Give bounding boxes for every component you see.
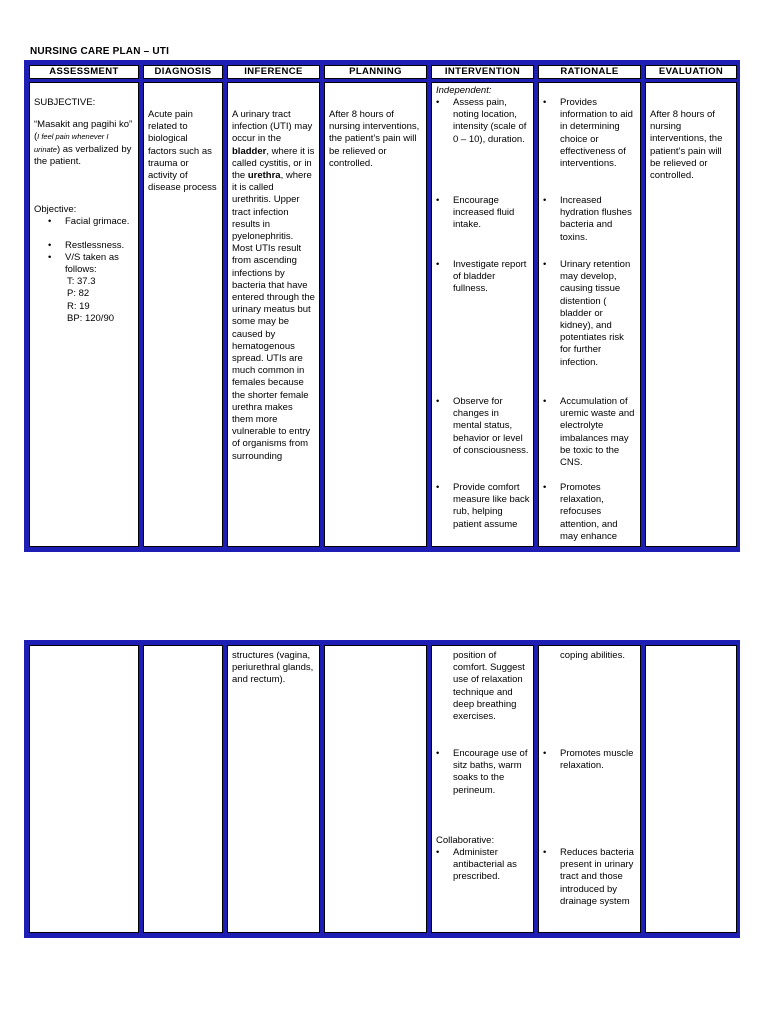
inference-text: A urinary tract infection (UTI) may occur in the bladder, where it is called cystitis, or in the urethra, where it is called urethritis. Upper tract infection results in pyelonephritis. Most UTIs result from ascending infections by bacteria that have entered through the urinary meatus but some may be caused by hematogenous spread. UTIs are much common in females because the shorter female urethra makes them more vulnerable to entry of organisms from surrounding: [232, 109, 315, 462]
intervention-item: • Administer antibacterial as prescribed.: [436, 847, 517, 883]
objective-item: • Facial grimace.: [48, 216, 130, 228]
header-intervention: INTERVENTION: [431, 65, 534, 79]
assessment-cell: [29, 82, 139, 547]
intervention-item: • Provide comfort measure like back rub, helping patient assume: [436, 482, 530, 530]
content-row-continued: [27, 645, 737, 933]
objective-label: Objective:: [34, 204, 77, 216]
intervention-item: • Observe for changes in mental status, behavior or level of consciousness.: [436, 396, 529, 456]
intervention-item: • Investigate report of bladder fullness.: [436, 259, 527, 295]
header-row: [27, 65, 737, 79]
rationale-item: • Accumulation of uremic waste and electrolyte imbalances may be toxic to the CNS.: [543, 396, 635, 469]
assessment-cell-continued: [29, 645, 139, 933]
planning-text: After 8 hours of nursing interventions, the patient’s pain will be relieved or controlled.: [329, 109, 420, 169]
inference-text-continued: structures (vagina, periurethral glands, and rectum).: [232, 650, 314, 686]
intervention-item: • Assess pain, noting location, intensity (scale of 0 – 10), duration.: [436, 97, 527, 145]
care-plan-table-part-2: [24, 640, 740, 938]
objective-item: • V/S taken as follows:: [48, 252, 119, 276]
subjective-label: SUBJECTIVE:: [34, 97, 96, 108]
collaborative-label: Collaborative:: [436, 835, 495, 846]
rationale-item: • Provides information to aid in determining choice or effectiveness of interventions.: [543, 97, 633, 170]
intervention-cell-continued: [431, 645, 534, 933]
rationale-item: • Increased hydration flushes bacteria and toxins.: [543, 195, 632, 243]
intervention-cell: [431, 82, 534, 547]
evaluation-text: After 8 hours of nursing interventions, the patient’s pain will be relieved or controlled.: [650, 109, 723, 182]
urethra-term: urethra: [247, 170, 281, 182]
rationale-cell: [538, 82, 641, 547]
rationale-item: • Promotes relaxation, refocuses attention, and may enhance: [543, 482, 618, 542]
content-row: [27, 82, 737, 547]
diagnosis-cell-continued: [143, 645, 223, 933]
independent-label: Independent:: [436, 85, 492, 96]
document-title: NURSING CARE PLAN – UTI: [30, 46, 170, 57]
planning-cell-continued: [324, 645, 427, 933]
inference-cell-continued: [227, 645, 320, 933]
planning-cell: [324, 82, 427, 547]
rationale-cell-continued: [538, 645, 641, 933]
intervention-item: • Encourage increased fluid intake.: [436, 195, 515, 231]
rationale-item: • Reduces bacteria present in urinary tract and those introduced by drainage system: [543, 847, 634, 907]
header-diagnosis: DIAGNOSIS: [143, 65, 223, 79]
evaluation-cell-continued: [645, 645, 737, 933]
header-inference: INFERENCE: [227, 65, 320, 79]
header-evaluation: EVALUATION: [645, 65, 737, 79]
intervention-item: • Encourage use of sitz baths, warm soaks to the perineum.: [436, 748, 528, 796]
rationale-item: • Promotes muscle relaxation.: [543, 748, 634, 772]
diagnosis-text: Acute pain related to biological factors such as trauma or activity of disease process: [148, 109, 217, 194]
quote-translation: I feel pain whenever I urinate: [34, 132, 109, 154]
subjective-quote: “Masakit ang pagihi ko” (I feel pain whenever I urinate) as verbalized by the patient.: [34, 119, 133, 167]
rationale-item: • Urinary retention may develop, causing tissue distention ( bladder or kidney), and potentiates risk for further infection.: [543, 259, 631, 368]
evaluation-cell: [645, 82, 737, 547]
intervention-item-continued: position of comfort. Suggest use of relaxation technique and deep breathing exercises.: [453, 650, 525, 723]
header-rationale: RATIONALE: [538, 65, 641, 79]
vital-pulse: P: 82: [67, 288, 90, 300]
vital-signs: [34, 276, 134, 325]
rationale-item-continued: coping abilities.: [560, 650, 625, 661]
vital-bp: BP: 120/90: [67, 312, 115, 324]
inference-cell: [227, 82, 320, 547]
vital-temp: T: 37.3: [67, 276, 96, 288]
bladder-term: bladder: [232, 145, 267, 157]
care-plan-table-part-1: [24, 60, 740, 552]
header-planning: PLANNING: [324, 65, 427, 79]
vital-resp: R: 19: [67, 300, 90, 312]
objective-item: • Restlessness.: [48, 240, 125, 252]
header-assessment: ASSESSMENT: [29, 65, 139, 79]
diagnosis-cell: [143, 82, 223, 547]
